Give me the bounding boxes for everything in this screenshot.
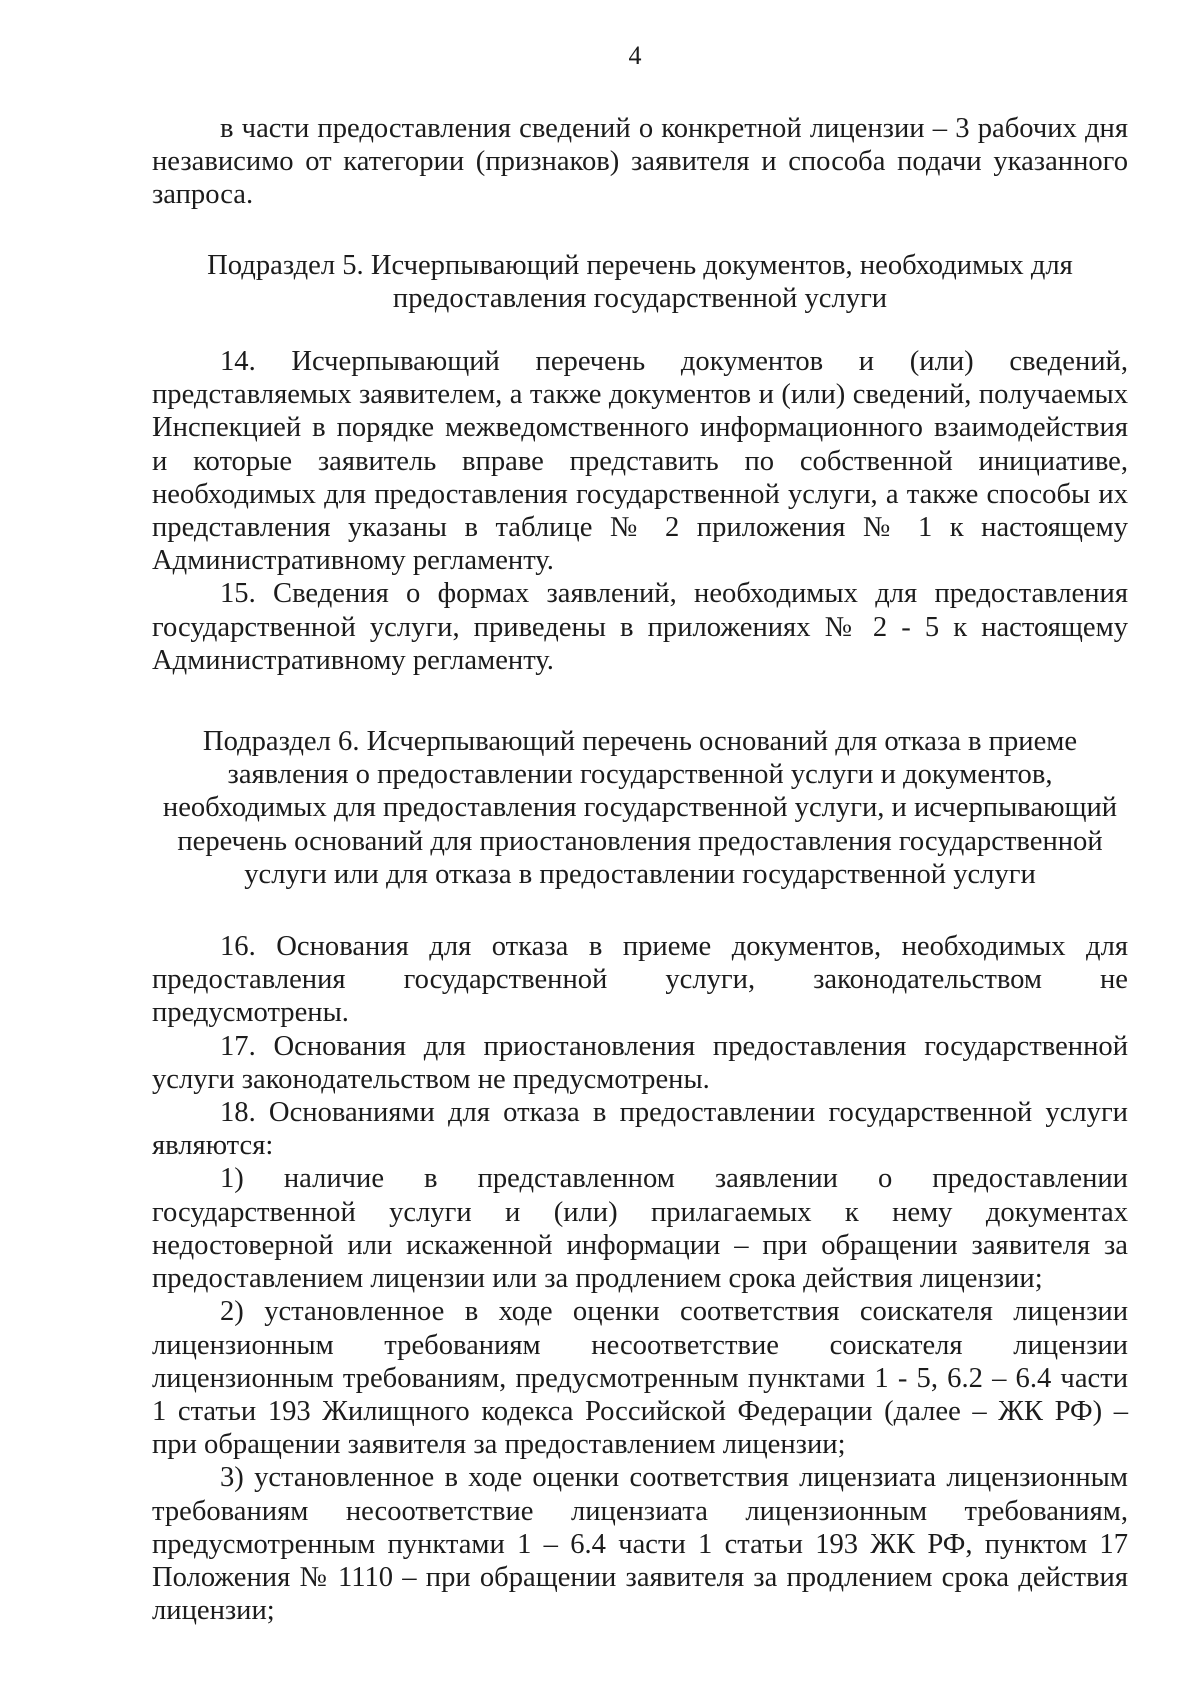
subsection-6-heading-line: перечень оснований для приостановления предоставления государственной (177, 825, 1103, 857)
paragraph-14: 14. Исчерпывающий перечень документов и (или) сведений, представляемых заявителем, а также документов и (или) сведений, получаемых Инспекцией в порядке межведомственного информационного взаимодействия и которые заявитель вправе представить по собственной инициативе, необходимых для предоставления государственной услуги, а также способы их представления указаны в таблице № 2 приложения № 1 к настоящему Административному регламенту. (152, 346, 1128, 577)
subsection-6-heading (152, 725, 1128, 891)
subsection-5-heading-line: Подраздел 5. Исчерпывающий перечень документов, необходимых для (207, 249, 1073, 281)
list-item: 1) наличие в представленном заявлении о предоставлении государственной услуги и (или) прилагаемых к нему документах недостоверной или искаженной информации – при обращении заявителя за предоставлением лицензии или за продлением срока действия лицензии; (152, 1163, 1128, 1295)
subsection-6-heading-line: заявления о предоставлении государственной услуги и документов, (227, 759, 1053, 791)
list-item: 2) установленное в ходе оценки соответствия соискателя лицензии лицензионным требованиям несоответствие соискателя лицензии лицензионным требованиям, предусмотренным пунктами 1 - 5, 6.2 – 6.4 части 1 статьи 193 Жилищного кодекса Российской Федерации (далее – ЖК РФ) – при обращении заявителя за предоставлением лицензии; (152, 1296, 1128, 1461)
subsection-6-heading-line: Подраздел 6. Исчерпывающий перечень оснований для отказа в приеме (202, 726, 1078, 758)
subsection-6-heading-line: услуги или для отказа в предоставлении государственной услуги (244, 858, 1036, 890)
paragraph-17: 17. Основания для приостановления предоставления государственной услуги законодательством не предусмотрены. (152, 1030, 1128, 1095)
subsection-5-heading-line: предоставления государственной услуги (392, 282, 888, 314)
subsection-6-heading-line: необходимых для предоставления государственной услуги, и исчерпывающий (162, 792, 1118, 824)
subsection-5-heading (152, 249, 1128, 315)
paragraph-15: 15. Сведения о формах заявлений, необходимых для предоставления государственной услуги, приведены в приложениях № 2 - 5 к настоящему Административному регламенту. (152, 578, 1128, 676)
paragraph-16: 16. Основания для отказа в приеме документов, необходимых для предоставления государственной услуги, законодательством не предусмотрены. (152, 931, 1128, 1029)
list-item: 3) установленное в ходе оценки соответствия лицензиата лицензионным требованиям несоответствие лицензиата лицензионным требованиям, предусмотренным пунктами 1 – 6.4 части 1 статьи 193 ЖК РФ, пунктом 17 Положения № 1110 – при обращении заявителя за продлением срока действия лицензии; (152, 1462, 1128, 1627)
intro-paragraph: в части предоставления сведений о конкретной лицензии – 3 рабочих дня независимо от категории (признаков) заявителя и способа подачи указанного запроса. (152, 113, 1128, 211)
document-body (152, 112, 1128, 1627)
page-number: 4 (628, 41, 642, 70)
paragraph-18: 18. Основаниями для отказа в предоставлении государственной услуги являются: (152, 1097, 1128, 1162)
